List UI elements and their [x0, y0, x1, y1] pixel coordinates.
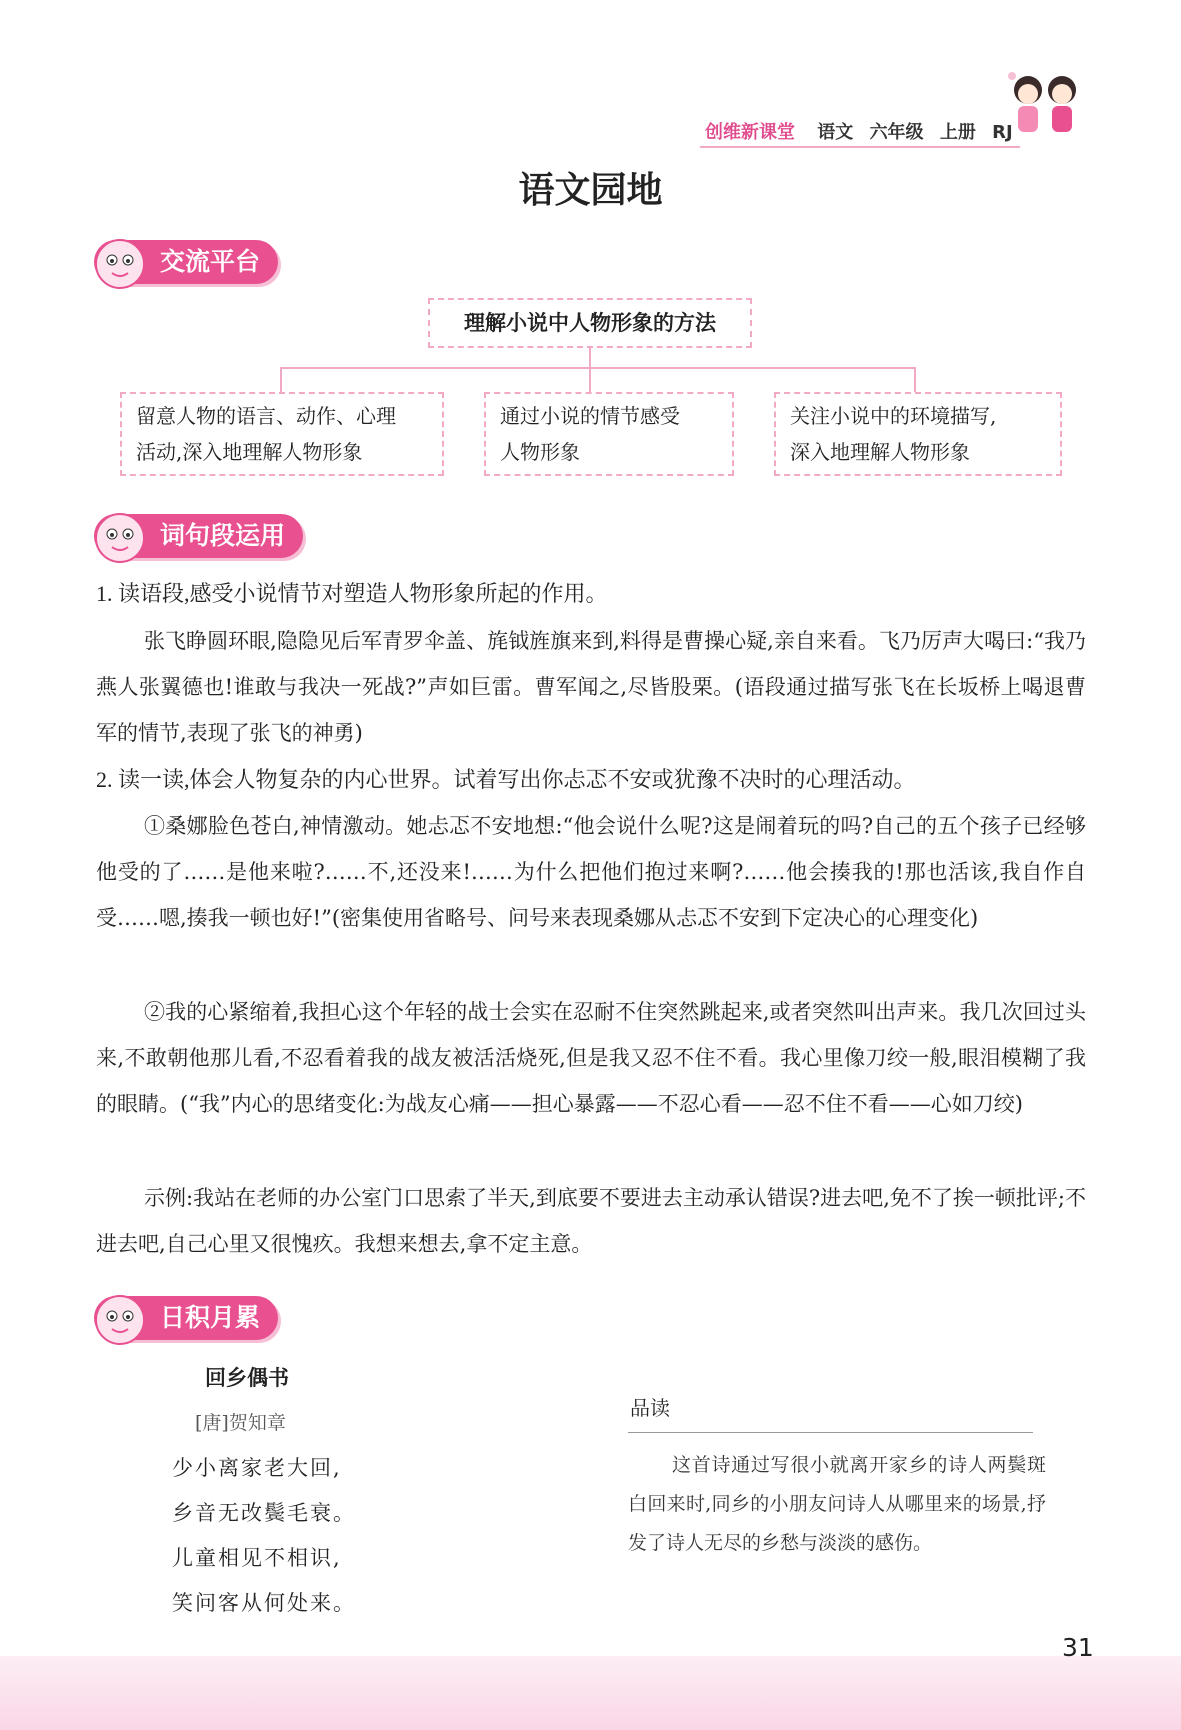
section-pill-exchange [94, 240, 278, 284]
header-edition: RJ [992, 122, 1013, 143]
running-header [705, 118, 1013, 144]
section-pill-usage [94, 514, 303, 558]
diagram-connector [280, 367, 282, 392]
poem-title: 回乡偶书 [205, 1366, 289, 1390]
mascot-icon [90, 232, 150, 292]
section-label: 词句段运用 [160, 521, 286, 550]
leaf-line: 留意人物的语言、动作、心理 [136, 404, 396, 428]
diagram-root: 理解小说中人物形象的方法 [428, 298, 752, 348]
question-2: 2. 读一读,体会人物复杂的内心世界。试着写出你忐忑不安或犹豫不决时的心理活动。 [96, 767, 916, 792]
header-rule [700, 146, 1020, 148]
header-subject: 语文 [817, 122, 854, 143]
poem-line: 乡音无改鬓毛衰。 [172, 1501, 356, 1525]
poem-line: 笑问客从何处来。 [172, 1591, 356, 1615]
page-title: 语文园地 [518, 170, 663, 211]
poem-line: 少小离家老大回, [172, 1456, 342, 1480]
mascot-icon [90, 1288, 150, 1348]
passage-sangna: ①桑娜脸色苍白,神情激动。她忐忑不安地想:“他会说什么呢?这是闹着玩的吗?自己的五个孩子已经够他受的了……是他来啦?……不,还没来!……为什么把他们抱过来啊?……他会揍我的!那也活该,我自作自受……嗯,揍我一顿也好!”(密集使用省略号、问号来表现桑娜从忐忑不安到下定决心的心理变化) [96, 814, 1086, 930]
header-volume: 上册 [939, 122, 976, 143]
section-label: 交流平台 [160, 247, 261, 276]
diagram-leaf [484, 392, 734, 476]
diagram-connector [589, 367, 591, 392]
passage-zhangfei: 张飞睁圆环眼,隐隐见后军青罗伞盖、旄钺旌旗来到,料得是曹操心疑,亲自来看。飞乃厉声大喝曰:“我乃燕人张翼德也!谁敢与我决一死战?”声如巨雷。曹军闻之,尽皆股栗。(语段通过描写张飞在长坂桥上喝退曹军的情节,表现了张飞的神勇) [96, 629, 1086, 745]
passage-battlefield: ②我的心紧缩着,我担心这个年轻的战士会实在忍耐不住突然跳起来,或者突然叫出声来。我几次回过头来,不敢朝他那儿看,不忍看着我的战友被活活烧死,但是我又忍不住不看。我心里像刀绞一般,眼泪模糊了我的眼睛。(“我”内心的思绪变化:为战友心痛——担心暴露——不忍心看——忍不住不看——心如刀绞) [96, 1000, 1086, 1116]
diagram-leaf [774, 392, 1062, 476]
leaf-line: 人物形象 [500, 440, 580, 464]
diagram-connector [280, 367, 916, 369]
poem-author: [唐]贺知章 [195, 1412, 286, 1434]
diagram-connector [914, 367, 916, 392]
leaf-line: 通过小说的情节感受 [500, 404, 680, 428]
section-pill-accumulation [94, 1296, 278, 1340]
series-brand: 创维新课堂 [705, 122, 795, 143]
leaf-line: 深入地理解人物形象 [790, 440, 970, 464]
diagram-connector [589, 348, 591, 368]
leaf-line: 活动,深入地理解人物形象 [136, 440, 363, 464]
question-1: 1. 读语段,感受小说情节对塑造人物形象所起的作用。 [96, 581, 608, 606]
poem-line: 儿童相见不相识, [172, 1546, 342, 1570]
children-illustration-icon [1000, 68, 1090, 152]
diagram-leaf [120, 392, 444, 476]
example-answer: 示例:我站在老师的办公室门口思索了半天,到底要不要进去主动承认错误?进去吧,免不了挨一顿批评;不进去吧,自己心里又很愧疚。我想来想去,拿不定主意。 [96, 1186, 1086, 1256]
page-number: 31 [1062, 1633, 1094, 1662]
appreciation-label: 品读 [630, 1396, 670, 1420]
appreciation-text: 这首诗通过写很小就离开家乡的诗人两鬓斑白回来时,同乡的小朋友问诗人从哪里来的场景,抒发了诗人无尽的乡愁与淡淡的感伤。 [628, 1454, 1046, 1554]
section-label: 日积月累 [160, 1303, 261, 1332]
leaf-line: 关注小说中的环境描写, [790, 404, 997, 428]
mascot-icon [90, 506, 150, 566]
header-grade: 六年级 [869, 122, 924, 143]
footer-band [0, 1656, 1181, 1730]
appreciation-rule [628, 1432, 1033, 1433]
